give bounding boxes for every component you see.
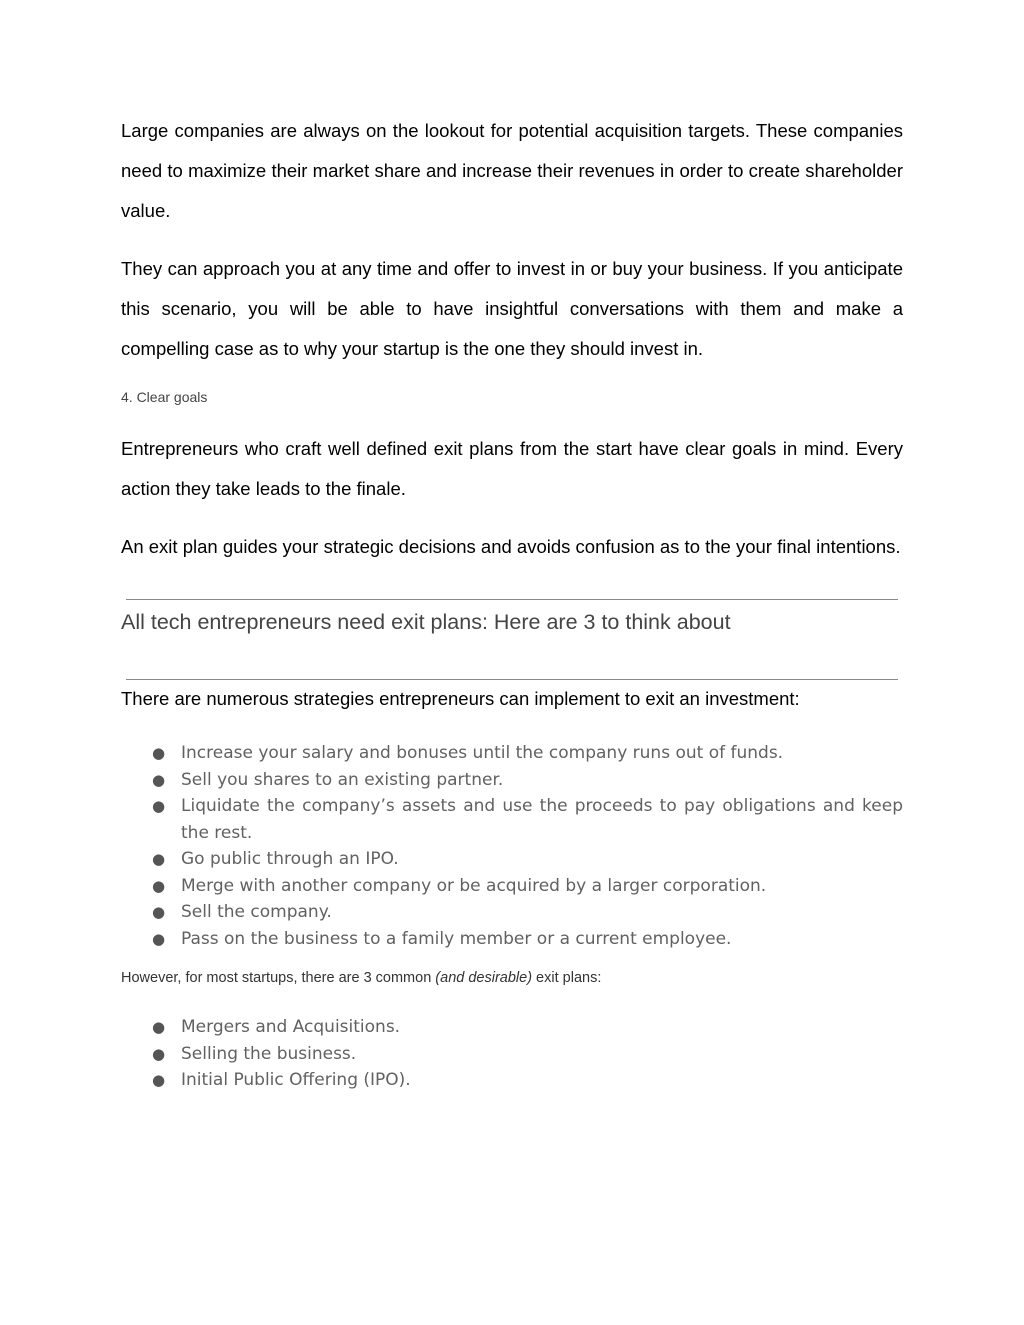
paragraph-acquisition-targets: Large companies are always on the lookout for potential acquisition targets. These companies need to maximize their market share and increase their revenues in order to create shareholder value. — [121, 120, 903, 221]
bullet-icon: ● — [152, 1018, 166, 1036]
bullet-icon: ● — [152, 850, 166, 868]
list-item-text: Mergers and Acquisitions. — [181, 1017, 401, 1037]
list-item — [121, 1014, 903, 1041]
list-item — [121, 793, 903, 846]
strategies-intro: There are numerous strategies entrepreneurs can implement to exit an investment: — [121, 688, 800, 709]
divider-bottom — [126, 679, 898, 680]
list-item-text: Increase your salary and bonuses until the company runs out of funds. — [181, 743, 784, 763]
section-title: All tech entrepreneurs need exit plans: Here are 3 to think about — [121, 610, 731, 634]
list-item — [121, 846, 903, 873]
exit-plans-note — [121, 968, 903, 988]
list-item-text: Sell the company. — [181, 902, 332, 922]
strategies-list — [121, 740, 903, 952]
subheading-clear-goals: 4. Clear goals — [121, 389, 208, 405]
bullet-icon: ● — [152, 876, 166, 895]
bullet-icon: ● — [152, 1071, 166, 1089]
list-item — [121, 899, 903, 926]
list-item-text: Sell you shares to an existing partner. — [181, 769, 504, 790]
paragraph-approach: They can approach you at any time and offer to invest in or buy your business. If you anticipate this scenario, you will be able to have insightful conversations with them and make a compelling case as to why your startup is the one they should invest in. — [121, 258, 903, 359]
list-item — [121, 740, 903, 767]
document-page — [121, 111, 903, 1094]
list-item-text: Liquidate the company’s assets and use the proceeds to pay obligations and keep the rest. — [181, 796, 903, 843]
bullet-icon: ● — [152, 929, 166, 948]
list-item-text: Initial Public Offering (IPO). — [181, 1070, 411, 1090]
list-item-text: Selling the business. — [181, 1043, 357, 1064]
paragraph-clear-goals: Entrepreneurs who craft well defined exit plans from the start have clear goals in mind. Every action they take leads to the finale. — [121, 438, 903, 499]
list-item — [121, 926, 903, 953]
bullet-icon: ● — [152, 797, 166, 815]
bullet-icon: ● — [152, 1044, 166, 1063]
note-emphasis: (and desirable) — [435, 970, 533, 986]
paragraph-exit-plan-guides: An exit plan guides your strategic decisions and avoids confusion as to the your final intentions. — [121, 536, 901, 557]
list-item — [121, 767, 903, 794]
list-item — [121, 873, 903, 900]
list-item-text: Pass on the business to a family member or a current employee. — [181, 928, 732, 949]
list-item-text: Go public through an IPO. — [181, 849, 399, 869]
bullet-icon: ● — [152, 770, 166, 789]
list-item-text: Merge with another company or be acquired by a larger corporation. — [181, 875, 767, 896]
list-item — [121, 1041, 903, 1068]
list-item — [121, 1067, 903, 1094]
bullet-icon: ● — [152, 744, 166, 762]
note-text-after: exit plans: — [532, 970, 602, 986]
divider-top — [126, 599, 898, 600]
exit-plans-list — [121, 1014, 903, 1094]
bullet-icon: ● — [152, 903, 166, 921]
note-text-before: However, for most startups, there are 3 common — [121, 970, 436, 986]
